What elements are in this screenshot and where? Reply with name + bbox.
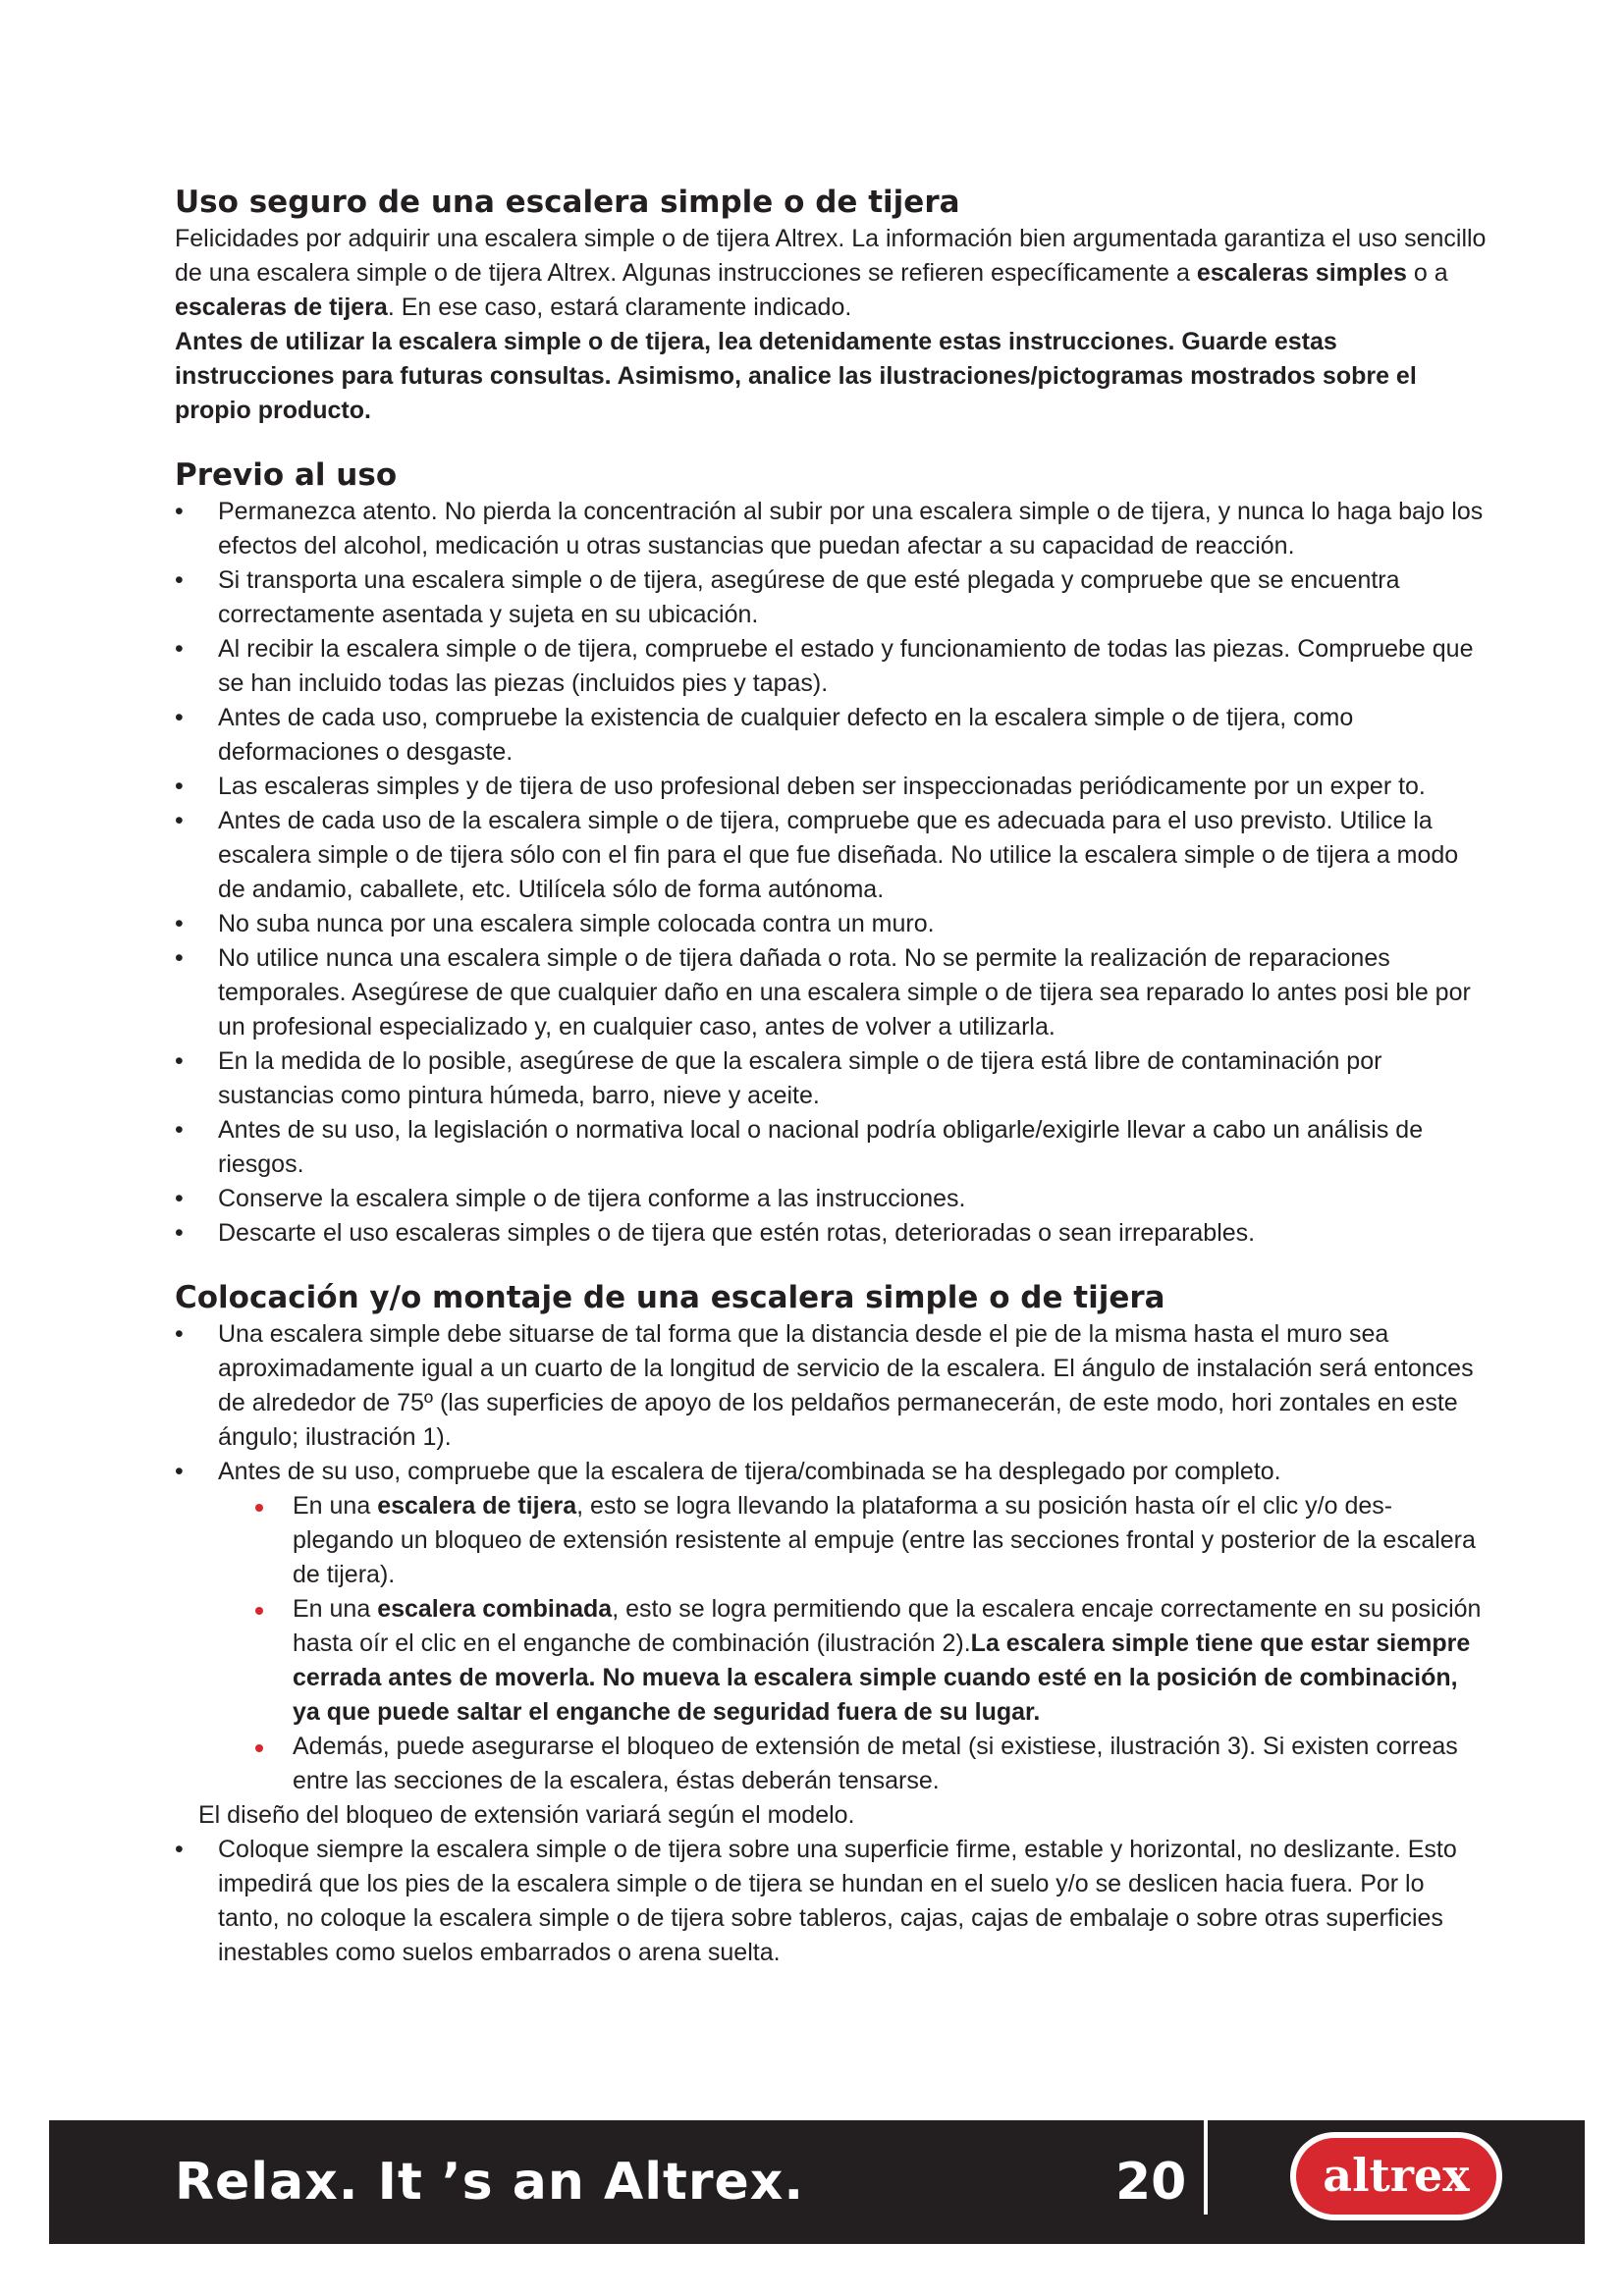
sub-list-item <box>249 1489 1490 1592</box>
list-item: • Antes de cada uso de la escalera simple o de tijera, compruebe que es adecuada para el uso previsto. Utilice la escalera simple o de tijera sólo con el fin para el que fue diseñada. No utilice la escalera simple o de tijera a modo de andamio, caballete, etc. Utilícela sólo de forma autónoma. <box>175 804 1490 907</box>
list-item: • No utilice nunca una escalera simple o de tijera dañada o rota. No se permite la realización de reparaciones temporales. Asegúrese de que cualquier daño en una escalera simple o de tijera sea reparado lo antes posi ble por un profesional especializado y, en cualquier caso, antes de volver a utilizarla. <box>175 941 1490 1044</box>
sub-text: , esto se logra llevando la plataforma a su posición hasta oír el clic y/o des- plegando un bloqueo de extensión resistente al empuje (entre las secciones frontal y posterior de la escalera de tijera). <box>293 1492 1476 1588</box>
intro-section <box>175 183 1490 428</box>
altrex-logo <box>1290 2132 1502 2220</box>
intro-text-d: . En ese caso, estará claramente indicado. <box>387 294 852 321</box>
extension-note: El diseño del bloqueo de extensión variará según el modelo. <box>198 1801 855 1829</box>
colocacion-list-continued <box>175 1833 1490 1970</box>
list-item: • Antes de su uso, la legislación o normativa local o nacional podría obligarle/exigirle llevar a cabo un análisis de riesgos. <box>175 1113 1490 1182</box>
previo-list <box>175 495 1490 1251</box>
intro-text-a: Felicidades por adquirir una escalera simple o de tijera Altrex. La información bien argumentada garantiza el uso sencillo de una escalera simple o de tijera Altrex. Algunas instrucciones se refieren específicamente a <box>175 225 1487 287</box>
bullet-dot-icon <box>255 1504 263 1512</box>
page-number: 20 <box>1115 2153 1187 2212</box>
previo-section <box>175 455 1490 1251</box>
colocacion-section <box>175 1278 1490 1970</box>
sub-bold: escalera combinada <box>377 1595 613 1623</box>
sub-text: En una <box>293 1595 378 1623</box>
list-item-text: Antes de su uso, compruebe que la escalera de tijera/combinada se ha desplegado por completo. <box>218 1458 1281 1485</box>
list-item: • Al recibir la escalera simple o de tijera, compruebe el estado y funcionamiento de todas las piezas. Compruebe que se han incluido todas las piezas (incluidos pies y tapas). <box>175 632 1490 701</box>
intro-bold-tijera: escaleras de tijera <box>175 294 388 321</box>
list-item: • Coloque siempre la escalera simple o de tijera sobre una superficie firme, estable y horizontal, no deslizante. Esto impedirá que los pies de la escalera simple o de tijera se hundan en el suelo y/o se deslicen hacia fuera. Por lo tanto, no coloque la escalera simple o de tijera sobre tableros, cajas, cajas de embalaje o sobre otras superficies inestables como suelos embarrados o arena suelta. <box>175 1833 1490 1970</box>
bullet-dot-icon <box>255 1607 263 1615</box>
colocacion-heading: Colocación y/o montaje de una escalera simple o de tijera <box>175 1280 1165 1315</box>
list-item: • Antes de cada uso, compruebe la existencia de cualquier defecto en la escalera simple o de tijera, como deformaciones o desgaste. <box>175 701 1490 770</box>
page-content <box>175 183 1490 1998</box>
list-item: • Si transporta una escalera simple o de tijera, asegúrese de que esté plegada y compruebe que se encuentra correctamente asentada y sujeta en su ubicación. <box>175 563 1490 632</box>
list-item: • Las escaleras simples y de tijera de uso profesional deben ser inspeccionadas periódicamente por un exper to. <box>175 770 1490 804</box>
sub-text: Además, puede asegurarse el bloqueo de extensión de metal (si existiese, ilustración 3). Si existen correas entre las secciones de la escalera, éstas deberán tensarse. <box>293 1733 1458 1794</box>
previo-heading: Previo al uso <box>175 457 398 493</box>
slogan: Relax. It ’s an Altrex. <box>175 2153 805 2212</box>
sub-list-item <box>249 1592 1490 1730</box>
sub-warning: La escalera simple tiene que estar siempre cerrada antes de moverla. No mueva la escalera simple cuando esté en la posición de combinación, ya que puede saltar el enganche de seguridad fuera de su lugar. <box>293 1629 1471 1726</box>
list-item: • Permanezca atento. No pierda la concentración al subir por una escalera simple o de tijera, y nunca lo haga bajo los efectos del alcohol, medicación u otras sustancias que puedan afectar a su capacidad de reacción. <box>175 495 1490 563</box>
sub-text: , esto se logra permitiendo que la escalera encaje correctamente en su posición hasta oír el clic en el enganche de combinación (ilustración 2). <box>293 1595 1482 1657</box>
bullet-dot-icon <box>255 1744 263 1752</box>
intro-heading: Uso seguro de una escalera simple o de tijera <box>175 185 960 220</box>
list-item: • En la medida de lo posible, asegúrese de que la escalera simple o de tijera está libre de contaminación por sustancias como pintura húmeda, barro, nieve y aceite. <box>175 1044 1490 1113</box>
list-item: • Descarte el uso escaleras simples o de tijera que estén rotas, deterioradas o sean irreparables. <box>175 1216 1490 1251</box>
intro-bold-simples: escaleras simples <box>1196 259 1407 287</box>
list-item: • Conserve la escalera simple o de tijera conforme a las instrucciones. <box>175 1182 1490 1216</box>
intro-text-c: o a <box>1406 259 1448 287</box>
intro-paragraph <box>175 222 1490 325</box>
logo-text: altrex <box>1296 2138 1496 2215</box>
footer-bar <box>49 2120 1585 2244</box>
colocacion-list <box>175 1317 1490 1798</box>
footer-divider <box>1204 2120 1208 2215</box>
sub-text: En una <box>293 1492 378 1520</box>
list-item: • No suba nunca por una escalera simple colocada contra un muro. <box>175 907 1490 941</box>
list-item: • Una escalera simple debe situarse de tal forma que la distancia desde el pie de la misma hasta el muro sea aproximadamente igual a un cuarto de la longitud de servicio de la escalera. El ángulo de instalación será entonces de alrededor de 75º (las superficies de apoyo de los peldaños permanecerán, de este modo, hori zontales en este ángulo; ilustración 1). <box>175 1317 1490 1455</box>
intro-warning: Antes de utilizar la escalera simple o de tijera, lea detenidamente estas instrucciones. Guarde estas instrucciones para futuras consultas. Asimismo, analice las ilustraciones/pictogramas mostrados sobre el propio producto. <box>175 328 1417 424</box>
sub-list-item <box>249 1730 1490 1798</box>
sub-list <box>249 1489 1490 1798</box>
sub-bold: escalera de tijera <box>377 1492 577 1520</box>
list-item <box>175 1455 1490 1798</box>
